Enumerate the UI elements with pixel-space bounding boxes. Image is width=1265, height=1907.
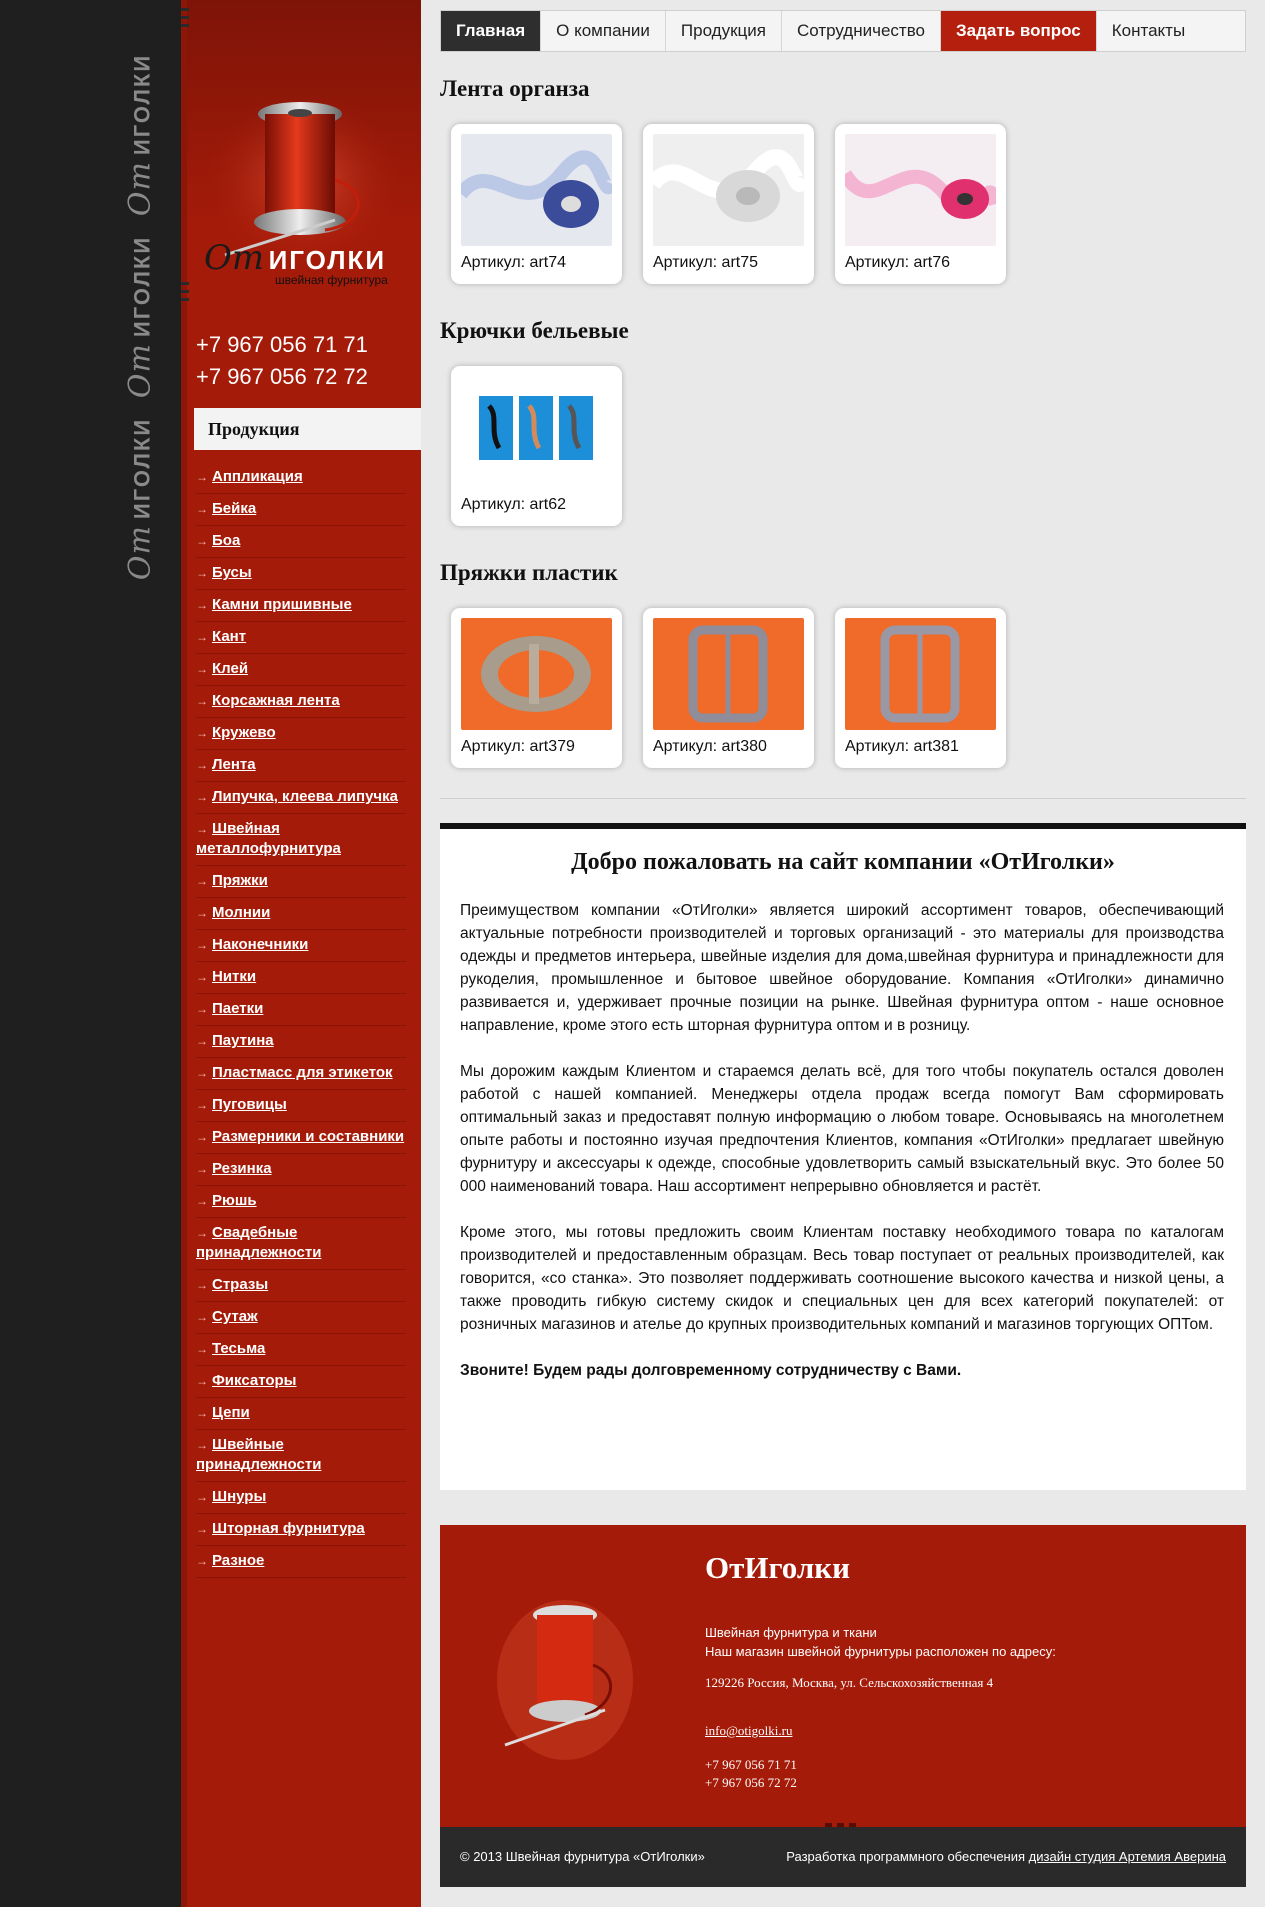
welcome-text bbox=[460, 899, 1224, 1405]
category-item: → Молнии bbox=[196, 898, 406, 930]
developer-link[interactable]: дизайн студия Артемия Аверина bbox=[1028, 1849, 1226, 1864]
category-link[interactable]: Клей bbox=[212, 660, 249, 677]
sidebar-heading: Продукция bbox=[194, 408, 421, 450]
welcome-title: Добро пожаловать на сайт компании «ОтИголки» bbox=[571, 849, 1115, 875]
product-article: Артикул: art62 bbox=[461, 496, 567, 513]
footer-phone: +7 967 056 71 71 bbox=[705, 1757, 797, 1772]
brand-cursive: От bbox=[204, 238, 265, 278]
nav-contacts[interactable]: Контакты bbox=[1111, 21, 1186, 40]
category-link[interactable]: Паетки bbox=[212, 1000, 264, 1017]
welcome-paragraph: Мы дорожим каждым Клиентом и стараемся делать всё, для того чтобы покупатель остался доволен работой с нашей компанией. Менеджеры отдела продаж всегда помогут Вам сформировать оптимальный заказ и предоставят полную информацию о любом товаре. Основываясь на многолетнем опыте работы и постоянно изучая предпочтения Клиентов, компания «ОтИголки» предлагает швейную фурнитуру и аксессуары к одежде, способные удовлетворить самый взыскательный вкус. Это более 50 000 наименований товара. Наш ассортимент непрерывно обновляется и растёт. bbox=[460, 1063, 1224, 1195]
category-link[interactable]: Разное bbox=[212, 1552, 265, 1569]
footer-phone: +7 967 056 72 72 bbox=[705, 1775, 797, 1790]
category-link[interactable]: Липучка, клеева липучка bbox=[212, 788, 398, 805]
footer-title: ОтИголки bbox=[705, 1550, 850, 1585]
category-link[interactable]: Пряжки bbox=[212, 872, 268, 889]
category-item: → Пуговицы bbox=[196, 1090, 406, 1122]
product-image[interactable] bbox=[461, 376, 612, 488]
brand-logo[interactable] bbox=[204, 238, 386, 278]
category-link[interactable]: Сутаж bbox=[212, 1308, 258, 1325]
category-link[interactable]: Бейка bbox=[212, 500, 257, 517]
product-card[interactable] bbox=[451, 366, 622, 526]
category-link[interactable]: Рюшь bbox=[212, 1192, 257, 1209]
category-item: → Паутина bbox=[196, 1026, 406, 1058]
category-link[interactable]: Цепи bbox=[212, 1404, 250, 1421]
product-card[interactable] bbox=[643, 608, 814, 768]
product-image[interactable] bbox=[653, 618, 804, 730]
product-article: Артикул: art380 bbox=[653, 738, 767, 755]
category-link[interactable]: Швейная металлофурнитура bbox=[196, 820, 341, 857]
section-title: Крючки бельевые bbox=[440, 318, 629, 343]
category-item: → Цепи bbox=[196, 1398, 406, 1430]
welcome-paragraph: Кроме этого, мы готовы предложить своим Клиентам поставку необходимого товара по каталогам производителей и предоставленным образцам. Весь товар поступает от реальных производителей, как говорится, «со станка». Это позволяет поддерживать соотношение высокого качества и низкой цены, а также проводить гибкую систему скидок и специальных цен для всех категорий покупателей: от розничных магазинов и ателье до крупных производительных компаний и магазинов торгующих ОПТом. bbox=[460, 1224, 1224, 1333]
category-link[interactable]: Размерники и составники bbox=[212, 1128, 405, 1145]
category-item: → Липучка, клеева липучка bbox=[196, 782, 406, 814]
footer-email-link[interactable]: info@otigolki.ru bbox=[705, 1723, 793, 1738]
category-link[interactable]: Резинка bbox=[212, 1160, 272, 1177]
category-link[interactable]: Пуговицы bbox=[212, 1096, 287, 1113]
brand-subtitle: швейная фурнитура bbox=[275, 273, 388, 287]
category-item: → Фиксаторы bbox=[196, 1366, 406, 1398]
category-item: → Сутаж bbox=[196, 1302, 406, 1334]
category-link[interactable]: Тесьма bbox=[212, 1340, 266, 1357]
product-card[interactable] bbox=[643, 124, 814, 284]
category-link[interactable]: Пластмасс для этикеток bbox=[212, 1064, 393, 1081]
vertical-logo: ОтИГОЛКИ bbox=[122, 53, 158, 217]
developer-credit bbox=[786, 1849, 1226, 1864]
nav-about[interactable]: О компании bbox=[541, 11, 666, 51]
category-item: → Лента bbox=[196, 750, 406, 782]
category-link[interactable]: Наконечники bbox=[212, 936, 309, 953]
category-link[interactable]: Фиксаторы bbox=[212, 1372, 297, 1389]
product-article: Артикул: art381 bbox=[845, 738, 959, 755]
product-image[interactable] bbox=[461, 134, 612, 246]
product-image[interactable] bbox=[845, 618, 996, 730]
category-item: → Швейная металлофурнитура bbox=[196, 814, 406, 866]
decor-ticks bbox=[181, 8, 189, 32]
category-item: → Разное bbox=[196, 1546, 406, 1578]
category-item: → Тесьма bbox=[196, 1334, 406, 1366]
category-item: → Кружево bbox=[196, 718, 406, 750]
category-item: → Свадебные принадлежности bbox=[196, 1218, 406, 1270]
welcome-block bbox=[440, 823, 1246, 1490]
product-image[interactable] bbox=[461, 618, 612, 730]
welcome-call: Звоните! Будем рады долговременному сотрудничеству с Вами. bbox=[460, 1362, 962, 1379]
category-item: → Нитки bbox=[196, 962, 406, 994]
category-item: → Паетки bbox=[196, 994, 406, 1026]
product-card[interactable] bbox=[451, 608, 622, 768]
category-item: → Рюшь bbox=[196, 1186, 406, 1218]
category-item: → Бейка bbox=[196, 494, 406, 526]
welcome-paragraph: Преимуществом компании «ОтИголки» является широкий ассортимент товаров, обеспечивающий актуальные потребности производителей и торговых организаций - это материалы для производства одежды и предметов интерьера, швейные изделия для дома,швейная фурнитура и принадлежности для рукоделия, промышленное и бытовое швейное оборудование. Компания «ОтИголки» динамично развивается и, удерживает прочные позиции на рынке. Швейная фурнитура оптом - наше основное направление, кроме этого есть шторная фурнитура оптом и в розницу. bbox=[460, 902, 1224, 1034]
phone-list bbox=[196, 329, 368, 393]
section-title: Пряжки пластик bbox=[440, 560, 618, 585]
nav-ask-question[interactable]: Задать вопрос bbox=[941, 11, 1097, 51]
category-item: → Размерники и составники bbox=[196, 1122, 406, 1154]
vertical-logo: ОтИГОЛКИ bbox=[122, 235, 158, 399]
category-item: → Кант bbox=[196, 622, 406, 654]
category-item: → Аппликация bbox=[196, 462, 406, 494]
category-link[interactable]: Лента bbox=[212, 756, 256, 773]
top-nav bbox=[440, 10, 1246, 52]
footer bbox=[440, 1525, 1246, 1887]
category-item: → Стразы bbox=[196, 1270, 406, 1302]
category-link[interactable]: Стразы bbox=[212, 1276, 269, 1293]
product-card[interactable] bbox=[835, 124, 1006, 284]
developer-text: Разработка программного обеспечения bbox=[786, 1849, 1026, 1864]
category-item: → Пластмасс для этикеток bbox=[196, 1058, 406, 1090]
nav-cooperation[interactable]: Сотрудничество bbox=[782, 11, 941, 51]
phone-number: +7 967 056 71 71 bbox=[196, 332, 368, 357]
vertical-logo: ОтИГОЛКИ bbox=[122, 417, 158, 581]
brand-name: ИГОЛКИ bbox=[268, 245, 387, 275]
category-link[interactable]: Бусы bbox=[212, 564, 252, 581]
category-link[interactable]: Нитки bbox=[212, 968, 257, 985]
nav-products[interactable]: Продукция bbox=[666, 11, 782, 51]
category-item: → Шторная фурнитура bbox=[196, 1514, 406, 1546]
product-image[interactable] bbox=[653, 134, 804, 246]
category-link[interactable]: Корсажная лента bbox=[212, 692, 340, 709]
category-list bbox=[196, 462, 406, 1578]
category-item: → Бусы bbox=[196, 558, 406, 590]
category-link[interactable]: Камни пришивные bbox=[212, 596, 352, 613]
content-divider bbox=[440, 798, 1246, 799]
product-card[interactable] bbox=[835, 608, 1006, 768]
product-article: Артикул: art74 bbox=[461, 254, 567, 271]
category-link[interactable]: Боа bbox=[212, 532, 241, 549]
category-link[interactable]: Паутина bbox=[212, 1032, 274, 1049]
category-link[interactable]: Кант bbox=[212, 628, 247, 645]
product-article: Артикул: art76 bbox=[845, 254, 951, 271]
category-item: → Шнуры bbox=[196, 1482, 406, 1514]
product-image[interactable] bbox=[845, 134, 996, 246]
category-item: → Боа bbox=[196, 526, 406, 558]
footer-tagline: Швейная фурнитура и ткани bbox=[705, 1625, 877, 1640]
section-title: Лента органза bbox=[440, 76, 590, 101]
category-link[interactable]: Аппликация bbox=[212, 468, 303, 485]
category-link[interactable]: Шнуры bbox=[212, 1488, 267, 1505]
decor-ticks bbox=[181, 282, 189, 306]
category-item: → Резинка bbox=[196, 1154, 406, 1186]
category-link[interactable]: Швейные принадлежности bbox=[196, 1436, 322, 1473]
product-article: Артикул: art379 bbox=[461, 738, 575, 755]
category-link[interactable]: Кружево bbox=[212, 724, 276, 741]
footer-spool-icon bbox=[495, 1585, 635, 1775]
category-link[interactable]: Шторная фурнитура bbox=[212, 1520, 365, 1537]
copyright: © 2013 Швейная фурнитура «ОтИголки» bbox=[460, 1849, 705, 1864]
category-link[interactable]: Свадебные принадлежности bbox=[196, 1224, 322, 1261]
footer-address: 129226 Россия, Москва, ул. Сельскохозяйственная 4 bbox=[705, 1675, 994, 1690]
category-item: → Пряжки bbox=[196, 866, 406, 898]
category-item: → Корсажная лента bbox=[196, 686, 406, 718]
category-item: → Наконечники bbox=[196, 930, 406, 962]
category-link[interactable]: Молнии bbox=[212, 904, 271, 921]
category-item: → Клей bbox=[196, 654, 406, 686]
phone-number: +7 967 056 72 72 bbox=[196, 364, 368, 389]
nav-home[interactable]: Главная bbox=[441, 11, 541, 51]
product-article: Артикул: art75 bbox=[653, 254, 759, 271]
footer-bottom-bar bbox=[440, 1827, 1246, 1887]
category-item: → Камни пришивные bbox=[196, 590, 406, 622]
product-card[interactable] bbox=[451, 124, 622, 284]
category-item: → Швейные принадлежности bbox=[196, 1430, 406, 1482]
footer-address-intro: Наш магазин швейной фурнитуры расположен по адресу: bbox=[705, 1644, 1056, 1659]
